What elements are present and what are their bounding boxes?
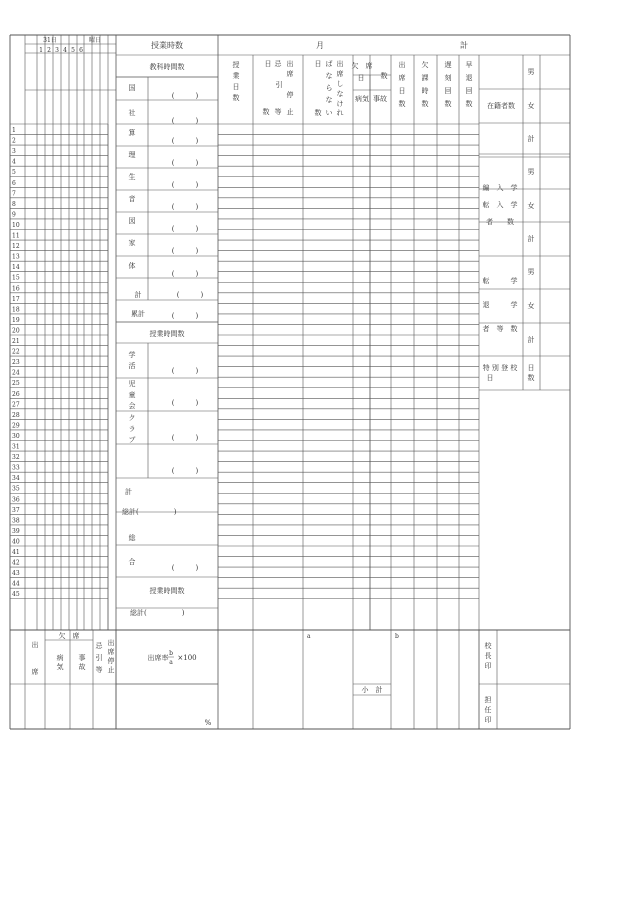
row-number: 28 (12, 411, 20, 419)
row-number: 15 (12, 274, 20, 282)
paren: ( ) (171, 367, 199, 375)
col-attend-days: 日 (398, 87, 406, 95)
susp: 引 (275, 81, 283, 89)
row-number: 34 (12, 475, 20, 483)
weekday-num: 4 (63, 47, 67, 54)
female: 女 (527, 102, 535, 110)
row-number: 25 (12, 380, 20, 388)
female: 女 (527, 302, 535, 310)
integrated: 総 (128, 534, 136, 542)
transfer-out: 転 学 (482, 277, 518, 285)
row-number: 41 (12, 549, 20, 556)
subjects-cumulative: 累計 (131, 310, 145, 318)
footer-attend: 出 (31, 641, 39, 649)
subject-name: 理 (128, 151, 136, 159)
f: 故 (78, 663, 86, 671)
row-number: 1 (12, 127, 16, 134)
row-number: 30 (12, 432, 20, 440)
row-number: 23 (12, 359, 20, 367)
col-late: 遅 (444, 61, 452, 69)
mark-b: b (395, 633, 399, 640)
col-early-leave: 早 (465, 61, 473, 69)
subject-paren: ( ) (171, 247, 199, 255)
row-number: 4 (12, 158, 16, 166)
transfer-in: 転 入 学 (482, 201, 518, 209)
absent-days: 日 (357, 74, 365, 82)
activities-title: 授業時間数 (149, 330, 185, 338)
teacher-seal: 任 (484, 706, 492, 714)
row-number: 33 (12, 464, 20, 472)
row-number: 12 (12, 243, 20, 251)
col-early-leave: 数 (465, 100, 473, 108)
row-number: 20 (12, 327, 20, 335)
grand-total: 総計( ) (122, 508, 177, 516)
must-attend: 出 (336, 60, 344, 68)
row-number: 31 (12, 443, 20, 451)
club: ク (128, 414, 136, 422)
male: 男 (527, 268, 535, 276)
col-late: 数 (444, 100, 452, 108)
row-number: 39 (12, 527, 20, 535)
row-number: 11 (12, 232, 20, 240)
susp: 席 (286, 70, 294, 78)
row-number: 6 (12, 179, 16, 187)
row-number: 8 (12, 200, 16, 208)
must-attend: な (325, 72, 333, 80)
principal-seal: 校 (484, 642, 492, 650)
must-attend: い (325, 109, 333, 117)
must-attend: し (336, 80, 344, 88)
subjects-total-paren: ( ) (176, 291, 204, 299)
susp: 出 (286, 60, 294, 68)
children-assembly: 会 (128, 402, 136, 410)
row-number: 43 (12, 570, 20, 578)
teacher-seal: 担 (484, 696, 492, 704)
children-assembly: 童 (128, 391, 136, 399)
must-attend: れ (336, 109, 344, 117)
f: 出 (107, 639, 115, 647)
class-hours-title2: 授業時間数 (149, 587, 185, 595)
subject-name: 国 (128, 84, 136, 92)
transfer-out: 退 学 (482, 301, 518, 309)
col-absent-hours: 数 (421, 100, 429, 108)
row-number: 18 (12, 306, 20, 314)
col-class-days: 授 (232, 61, 240, 69)
weekday-num: 1 (39, 47, 43, 54)
must-attend: ら (325, 84, 333, 92)
day-label: 31日 (43, 37, 57, 44)
col-absent-hours: 時 (421, 87, 429, 95)
special-reg: 特 別 登 校 (482, 364, 518, 372)
principal-seal: 長 (484, 652, 492, 660)
rate-label: 出席率 (147, 654, 169, 662)
subject-paren: ( ) (171, 203, 199, 211)
f: 引 (95, 654, 103, 662)
row-number: 21 (12, 338, 20, 345)
f: 止 (107, 666, 115, 674)
weekday-num: 5 (71, 47, 75, 54)
col-early-leave: 回 (465, 87, 473, 95)
subjects-title: 教科時間数 (149, 63, 185, 71)
subject-paren: ( ) (171, 117, 199, 125)
row-number: 24 (12, 369, 20, 377)
month-label: 月 (316, 41, 324, 50)
subject-paren: ( ) (171, 225, 199, 233)
special-days: 数 (527, 374, 535, 382)
susp: 止 (286, 108, 294, 116)
row-number: 14 (12, 264, 20, 272)
susp: 忌 (274, 60, 282, 68)
weekday-num: 6 (79, 47, 83, 54)
transfer-out: 者 等 数 (482, 325, 518, 333)
children-assembly: 児 (128, 380, 136, 388)
row-number: 5 (12, 169, 16, 177)
col-absent-hours: 課 (421, 74, 429, 82)
subject-paren: ( ) (171, 137, 199, 145)
sick-label: 病気 (355, 95, 369, 103)
f: 席 (107, 648, 115, 656)
row-number: 3 (12, 148, 16, 156)
must-attend: ば (325, 60, 333, 68)
f: 停 (107, 657, 115, 665)
f: 気 (56, 663, 64, 671)
subjects-total: 計 (134, 291, 142, 299)
row-number: 36 (12, 496, 20, 504)
principal-seal: 印 (484, 662, 492, 670)
row-number: 22 (12, 348, 20, 356)
col-attend-days: 出 (398, 61, 406, 69)
row-number: 9 (12, 211, 16, 219)
col-attend-days: 席 (398, 74, 406, 82)
subject-name: 生 (128, 173, 136, 181)
subject-paren: ( ) (171, 181, 199, 189)
integrated: 合 (128, 558, 136, 566)
subject-paren: ( ) (171, 159, 199, 167)
must-attend: な (325, 96, 333, 104)
f: 病 (56, 654, 64, 662)
col-late: 回 (444, 87, 452, 95)
col-class-days: 業 (232, 72, 240, 80)
row-number: 7 (12, 190, 16, 198)
subject-name: 社 (128, 109, 136, 117)
paren: ( ) (171, 467, 199, 475)
total-label: 計 (460, 41, 468, 50)
subjects-cumulative-paren: ( ) (171, 312, 199, 320)
absent-count: 数 (380, 72, 388, 80)
special-days: 日 (527, 364, 535, 372)
row-number: 17 (12, 295, 20, 303)
row-number: 35 (12, 485, 20, 493)
total: 計 (527, 235, 535, 243)
f: 等 (95, 666, 103, 674)
must-attend: け (336, 100, 344, 108)
row-number: 29 (12, 422, 20, 430)
col-late: 刻 (444, 74, 452, 82)
must-attend: 数 (314, 109, 322, 117)
enrolled-label: 在籍者数 (487, 102, 515, 110)
subject-name: 家 (128, 239, 136, 247)
paren: ( ) (171, 564, 199, 572)
susp: 停 (286, 91, 294, 99)
row-number: 13 (12, 253, 20, 261)
row-number: 37 (12, 506, 20, 514)
rate-num: b (169, 650, 173, 657)
row-number: 32 (12, 454, 20, 462)
student-council: 学 (128, 351, 136, 359)
susp: 数 (262, 108, 270, 116)
col-early-leave: 退 (465, 74, 473, 82)
weekday-num: 3 (55, 47, 59, 54)
footer-attend: 席 (31, 668, 39, 676)
teacher-seal: 印 (484, 716, 492, 724)
class-hours-title: 授業時数 (151, 41, 183, 50)
col-attend-days: 数 (398, 100, 406, 108)
accident-label: 事故 (373, 95, 387, 103)
col-absent-hours: 欠 (421, 61, 429, 69)
row-number: 40 (12, 538, 20, 546)
percent: % (204, 719, 212, 727)
weekday-num: 2 (47, 47, 51, 54)
f: 事 (78, 654, 86, 662)
absent-label: 欠 席 (351, 62, 373, 70)
club: ラ (128, 425, 136, 433)
subtotal: 小 計 (361, 686, 383, 694)
susp: 等 (274, 108, 282, 116)
f: 忌 (95, 642, 103, 650)
subject-paren: ( ) (171, 92, 199, 100)
male: 男 (527, 68, 535, 76)
must-attend: な (336, 90, 344, 98)
female: 女 (527, 202, 535, 210)
must-attend: 席 (336, 70, 344, 78)
subject-name: 音 (128, 195, 136, 203)
male: 男 (527, 168, 535, 176)
col-class-days: 日 (232, 83, 240, 91)
row-number: 38 (12, 517, 20, 525)
row-number: 19 (12, 316, 20, 324)
activities-total: 計 (125, 488, 132, 496)
row-number: 10 (12, 221, 20, 229)
paren: ( ) (171, 399, 199, 407)
total: 計 (527, 135, 535, 143)
transfer-in: 編 入 学 (482, 184, 518, 192)
special-days: 日 (486, 374, 494, 382)
rate-suffix: ×100 (177, 654, 197, 662)
subject-paren: ( ) (171, 270, 199, 278)
transfer-in: 者 数 (486, 218, 514, 226)
weekday-label: 曜日 (88, 37, 102, 44)
must-attend: 日 (314, 60, 322, 68)
class-hours-total: 総計( ) (130, 609, 185, 617)
row-number: 44 (12, 580, 20, 588)
club: ブ (128, 436, 136, 444)
row-number: 42 (12, 559, 20, 567)
susp: 日 (264, 60, 272, 68)
rate-den: a (169, 659, 173, 666)
row-number: 45 (12, 591, 20, 599)
total: 計 (527, 336, 535, 344)
subject-name: 図 (128, 217, 136, 225)
footer-absent: 欠 席 (58, 632, 80, 640)
paren: ( ) (171, 434, 199, 442)
row-number: 2 (12, 137, 16, 145)
row-number: 26 (12, 390, 20, 398)
col-class-days: 数 (232, 94, 240, 102)
subject-name: 体 (128, 262, 136, 270)
subject-name: 算 (128, 129, 136, 137)
student-council: 活 (128, 362, 136, 370)
row-number: 27 (12, 401, 20, 409)
mark-a: a (307, 633, 311, 640)
row-number: 16 (12, 285, 20, 293)
